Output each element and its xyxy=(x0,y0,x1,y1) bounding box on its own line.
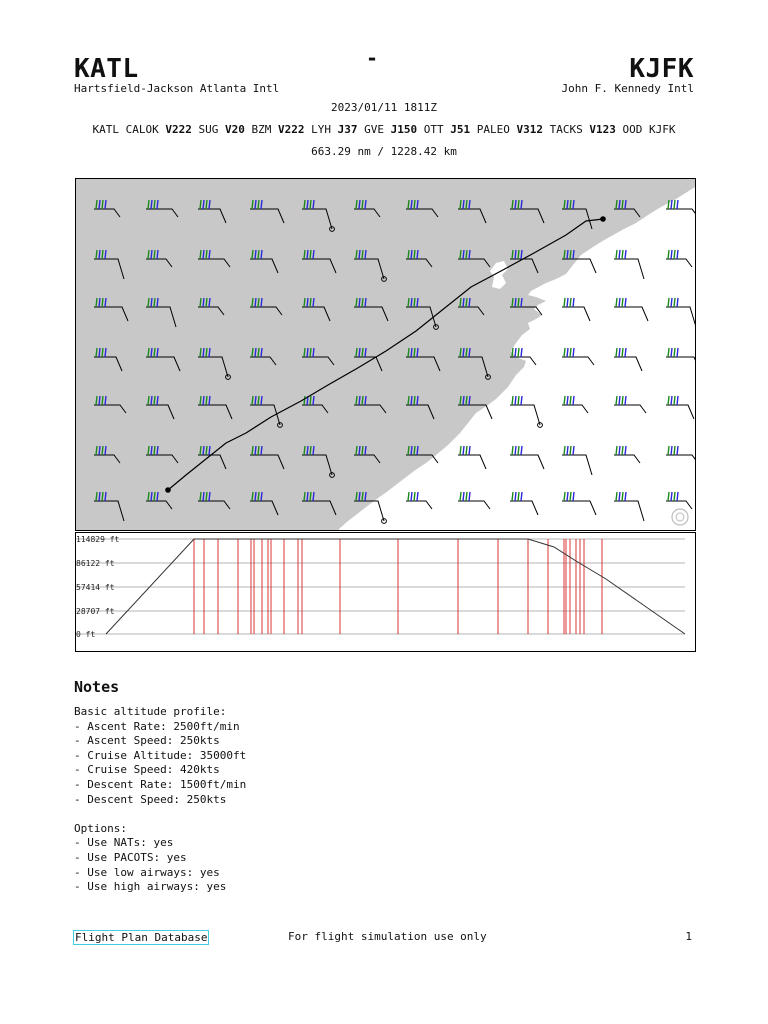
route-distance: 663.29 nm / 1228.42 km xyxy=(311,145,457,158)
flight-plan-database-link[interactable]: Flight Plan Database xyxy=(75,931,208,944)
route-waypoint: BZM xyxy=(251,123,272,136)
route-airway: V222 xyxy=(165,123,192,136)
profile-gridlines xyxy=(76,539,685,634)
route-string xyxy=(0,123,768,136)
notes-line xyxy=(74,807,246,822)
route-waypoint: OTT xyxy=(423,123,444,136)
profile-y-label: 0 ft xyxy=(76,630,96,639)
altitude-profile xyxy=(75,532,696,652)
profile-altitude-line xyxy=(106,539,685,634)
destination-airport-code: KJFK xyxy=(629,54,694,84)
notes-body xyxy=(74,705,246,895)
page-number: 1 xyxy=(685,930,692,943)
origin-airport-name: Hartsfield-Jackson Atlanta Intl xyxy=(74,82,280,95)
route-airway: J150 xyxy=(390,123,418,136)
route-airway: V222 xyxy=(278,123,305,136)
plan-date: 2023/01/11 1811Z xyxy=(331,101,437,114)
route-waypoint: OOD xyxy=(622,123,643,136)
notes-line: Options: xyxy=(74,821,127,835)
notes-line: - Ascent Speed: 250kts xyxy=(74,734,220,748)
route-waypoint: KJFK xyxy=(649,123,676,136)
footer-disclaimer: For flight simulation use only xyxy=(288,930,487,943)
notes-line: - Use low airways: yes xyxy=(74,865,220,879)
route-airway: V20 xyxy=(225,123,245,136)
route-airway: V123 xyxy=(589,123,616,136)
profile-y-label: 86122 ft xyxy=(76,559,115,568)
profile-waypoint-lines xyxy=(194,539,602,634)
route-waypoint: PALEO xyxy=(476,123,510,136)
profile-y-label: 114829 ft xyxy=(76,535,120,544)
route-airway: V312 xyxy=(516,123,543,136)
origin-airport-code: KATL xyxy=(74,54,139,84)
notes-line: Basic altitude profile: xyxy=(74,705,227,718)
notes-line: - Ascent Rate: 2500ft/min xyxy=(74,719,240,733)
route-waypoint: CALOK xyxy=(125,123,159,136)
notes-line: - Use high airways: yes xyxy=(74,880,227,894)
route-waypoint: LYH xyxy=(311,123,331,136)
wind-map xyxy=(75,178,696,531)
route-waypoint: SUG xyxy=(198,123,219,136)
route-airway: J37 xyxy=(337,123,358,136)
route-separator: - xyxy=(366,46,379,70)
route-waypoint: TACKS xyxy=(549,123,583,136)
profile-y-label: 57414 ft xyxy=(76,583,115,592)
notes-line: - Cruise Altitude: 35000ft xyxy=(74,748,247,762)
notes-heading: Notes xyxy=(74,678,120,696)
destination-airport-name: John F. Kennedy Intl xyxy=(561,82,694,95)
profile-y-label: 28707 ft xyxy=(76,607,115,616)
destination-point xyxy=(600,216,606,222)
origin-point xyxy=(165,487,171,493)
notes-line: - Descent Rate: 1500ft/min xyxy=(74,777,247,791)
wind-map-canvas xyxy=(76,179,695,530)
notes-line: - Use NATs: yes xyxy=(74,836,174,850)
route-airway: J51 xyxy=(450,123,471,136)
route-waypoint: KATL xyxy=(92,123,119,136)
notes-line: - Descent Speed: 250kts xyxy=(74,792,227,806)
profile-axis-labels xyxy=(76,535,120,639)
notes-line: - Use PACOTS: yes xyxy=(74,850,187,864)
altitude-profile-canvas xyxy=(76,533,695,651)
route-waypoint: GVE xyxy=(364,123,384,136)
notes-line: - Cruise Speed: 420kts xyxy=(74,763,220,777)
